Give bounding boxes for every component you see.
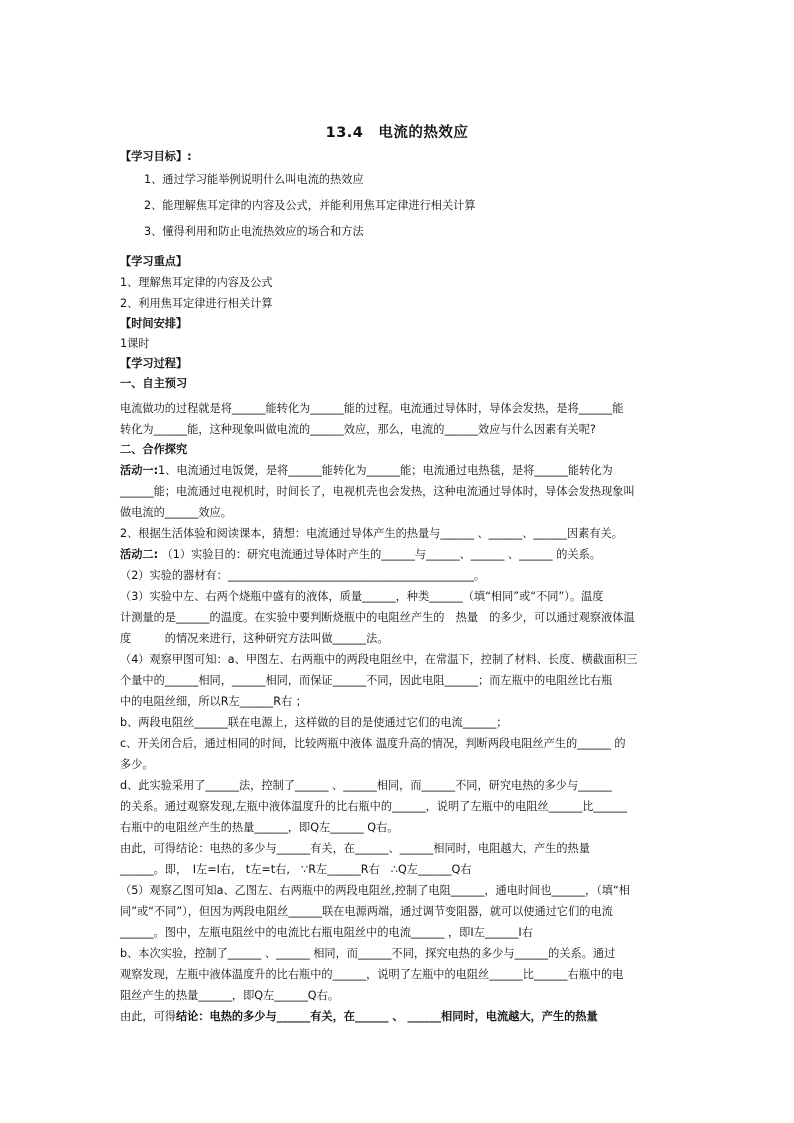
question-4-line-3: 中的电阻丝细，所以R左______R右 ；: [120, 695, 307, 708]
focus-2: 2、利用焦耳定律进行相关计算: [120, 297, 273, 310]
question-4c-line-2: 多少。: [120, 758, 154, 771]
section-1-line-1: 电流做功的过程就是将______能转化为______能的过程。电流通过导体时，导体会发热，是将______能: [120, 402, 624, 415]
question-3-line-3: 度 的情况来进行，这种研究方法叫做______法。: [120, 632, 389, 645]
goal-2: 2、能理解焦耳定律的内容及公式，并能利用焦耳定律进行相关计算: [144, 199, 476, 212]
question-5-line-3: ______。图中，左瓶电阻丝中的电流比右瓶电阻丝中的电流______ ，即I左______I右: [120, 926, 533, 939]
question-5-line-2: 同”或“不同”），但因为两段电阻丝______联在电源两端，通过调节变阻器，就可以使通过它们的电流: [120, 905, 613, 918]
question-3-line-1: （3）实验中左、右两个烧瓶中盛有的液体，质量______，种类______（填“相同”或“不同”）。温度: [120, 590, 604, 603]
time-header: 【时间安排】: [120, 317, 188, 330]
page-title: 13.4 电流的热效应: [325, 125, 469, 141]
activity-1-line-3: 做电流的______效应。: [120, 506, 232, 519]
learning-goals-header: 【学习目标】:: [120, 150, 192, 163]
section-2-header: 二、合作探究: [120, 443, 188, 456]
activity-1-label: 活动一:: [120, 464, 159, 477]
worksheet-body: [120, 146, 680, 1027]
question-3-line-2: 计测量的是______的温度。在实验中要判断烧瓶中的电阻丝产生的 热量 的多少，可以通过观察液体温: [120, 611, 635, 624]
activity-1-line-1: [120, 460, 680, 481]
section-1-line-2: 转化为______能，这种现象叫做电流的______效应，那么，电流的______效应与什么因素有关呢?: [120, 423, 596, 436]
conclusion-2-text: 结论：电热的多少与______有关，在______ 、 ______相同时，电流越大，产生的热量: [175, 1010, 598, 1023]
question-4d-line-1: d、此实验采用了______法，控制了______ 、______相同，而______不同，研究电热的多少与______: [120, 779, 612, 792]
question-5b-line-3: 阻丝产生的热量______，即Q左______Q右。: [120, 989, 339, 1002]
question-5b-line-2: 观察发现，左瓶中液体温度升的比右瓶中的______，说明了左瓶中的电阻丝______比______右瓶中的电: [120, 968, 624, 981]
question-2: （2）实验的器材有：____________________________________________。: [120, 569, 486, 582]
time-value: 1课时: [120, 337, 150, 350]
goal-1: 1、通过学习能举例说明什么叫电流的热效应: [144, 173, 364, 186]
conclusion-1-line-1: 由此，可得结论：电热的多少与______有关，在______、______相同时，电阻越大，产生的热量: [120, 842, 590, 855]
question-4d-line-2: 的关系。通过观察发现,左瓶中液体温度升的比右瓶中的______，说明了左瓶中的电阻丝______比______: [120, 800, 627, 813]
question-5-line-1: （5）观察乙图可知a、乙图左、右两瓶中的两段电阻丝,控制了电阻______，通电时间也______，（填“相: [120, 884, 630, 897]
question-4c-line-1: c、开关闭合后，通过相同的时间，比较两瓶中液体 温度升高的情况，判断两段电阻丝产生的______ 的: [120, 737, 626, 750]
section-1-header: 一、自主预习: [120, 377, 188, 390]
question-4-line-2: 个量中的______相同，______相同，而保证______不同，因此电阻______；而左瓶中的电阻丝比右瓶: [120, 674, 613, 687]
goal-3: 3、懂得利用和防止电流热效应的场合和方法: [144, 225, 364, 238]
question-4d-line-3: 右瓶中的电阻丝产生的热量______，即Q左______ Q右。: [120, 821, 399, 834]
activity-1-text: 1、电流通过电饭煲，是将______能转化为______能；电流通过电热毯，是将______能转化为: [158, 464, 613, 477]
focus-1: 1、理解焦耳定律的内容及公式: [120, 276, 273, 289]
focus-header: 【学习重点】: [120, 255, 188, 268]
process-header: 【学习过程】: [120, 357, 188, 370]
question-4-line-1: （4）观察甲图可知：a、甲图左、右两瓶中的两段电阻丝中，在常温下，控制了材料、长度、横截面积三: [120, 653, 638, 666]
question-4b: b、两段电阻丝______联在电源上，这样做的目的是使通过它们的电流______；: [120, 716, 508, 729]
question-5b-line-1: b、本次实验，控制了______ 、______ 相同，而______不同，探究电热的多少与______的关系。通过: [120, 947, 616, 960]
conclusion-1-line-2: ______。即， I左=I右, t左=t右, ∵R左______R右 ∴Q左______Q右: [120, 863, 472, 876]
conclusion-2-prefix: 由此，可得: [120, 1010, 176, 1023]
activity-2-label: 活动二:: [120, 548, 159, 561]
activity-2-line-1: [120, 544, 680, 565]
activity-1-line-4: 2、根据生活体验和阅读课本，猜想：电流通过导体产生的热量与______ 、______、______因素有关。: [120, 527, 623, 540]
conclusion-2-line: [120, 1006, 680, 1027]
activity-2-text: （1）实验目的：研究电流通过导体时产生的______与______、______ 、______ 的关系。: [158, 548, 601, 561]
activity-1-line-2: ______能；电流通过电视机时，时间长了，电视机壳也会发热，这种电流通过导体时，导体会发热现象叫: [120, 485, 635, 498]
